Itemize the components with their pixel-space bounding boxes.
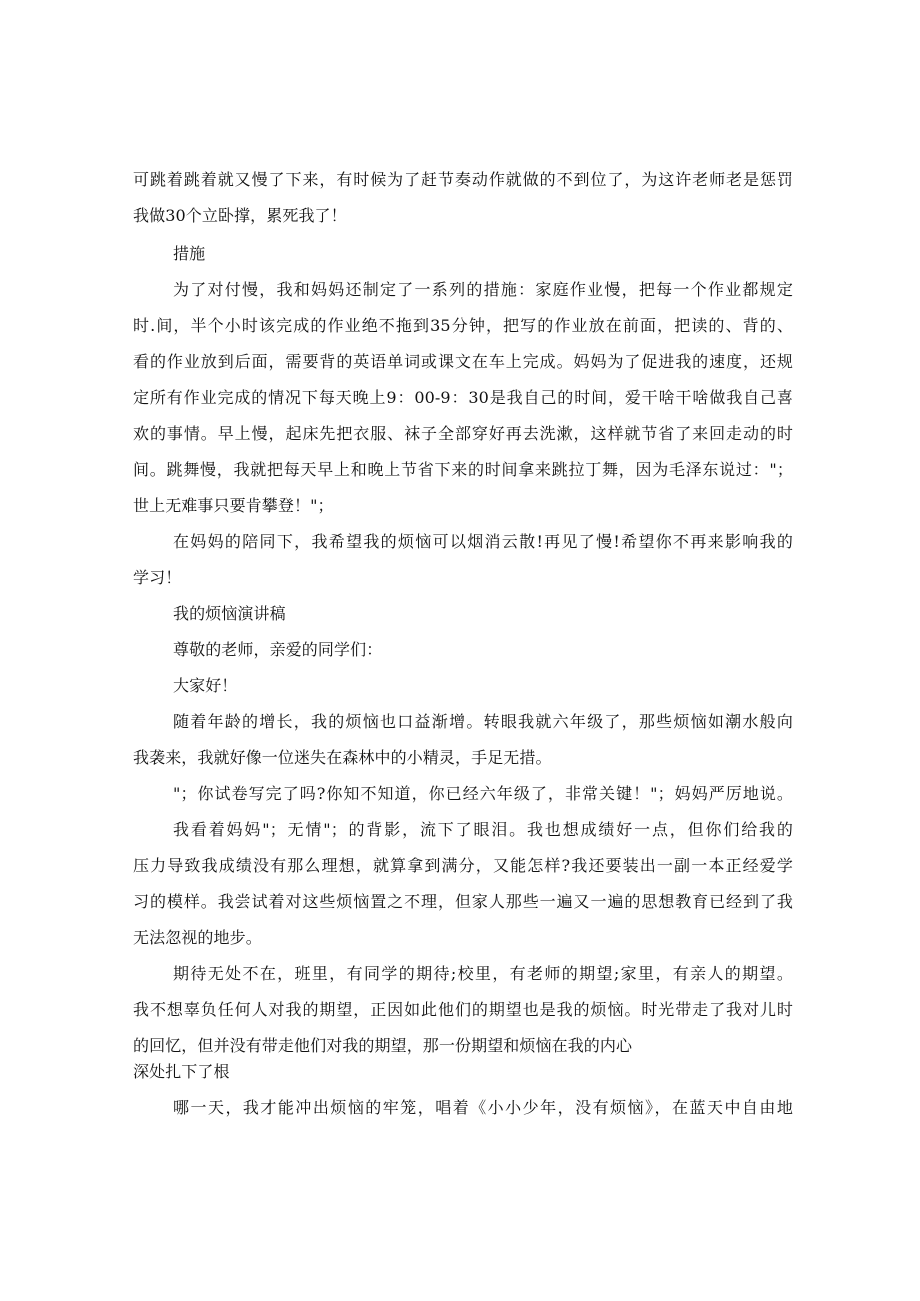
text-line: 学习！ [133, 568, 182, 587]
text-line: 世上无难事只要肯攀登！"； [133, 496, 334, 515]
section-heading: 措施 [173, 244, 206, 263]
text-line: 我做30个立卧撑，累死我了！ [133, 206, 347, 225]
text-line: 随着年龄的增长，我的烦恼也口益渐增。转眼我就六年级了，那些烦恼如潮水般向 [173, 712, 793, 731]
text-line: 压力导致我成绩没有那么理想，就算拿到满分，又能怎样?我还要装出一副一本正经爱学 [133, 856, 793, 875]
speech-title: 我的烦恼演讲稿 [173, 604, 286, 623]
text-line: 我袭来，我就好像一位迷失在森林中的小精灵，手足无措。 [133, 748, 552, 767]
text-line: 欢的事情。早上慢，起床先把衣服、袜子全部穿好再去洗漱，这样就节省了来回走动的时 [133, 424, 793, 443]
text-line: 期待无处不在，班里，有同学的期待;校里，有老师的期望;家里，有亲人的期望。 [173, 964, 793, 983]
text-line: 看的作业放到后面，需要背的英语单词或课文在车上完成。妈妈为了促进我的速度，还规 [133, 352, 793, 371]
text-line: 定所有作业完成的情况下每天晚上9：00-9：30是我自己的时间，爱干啥干啥做我自己喜 [133, 388, 793, 407]
text-line: 为了对付慢，我和妈妈还制定了一系列的措施：家庭作业慢，把每一个作业都规定 [173, 280, 793, 299]
text-line: 我不想辜负任何人对我的期望，正因如此他们的期望也是我的烦恼。时光带走了我对儿时 [133, 1000, 793, 1019]
text-line: "；你试卷写完了吗?你知不知道，你已经六年级了，非常关键！"；妈妈严厉地说。 [173, 784, 793, 803]
text-line: 在妈妈的陪同下，我希望我的烦恼可以烟消云散!再见了慢!希望你不再来影响我的 [173, 532, 793, 551]
text-line: 间。跳舞慢，我就把每天早上和晚上节省下来的时间拿来跳拉丁舞，因为毛泽东说过："； [133, 460, 793, 479]
text-line: 习的模样。我尝试着对这些烦恼置之不理，但家人那些一遍又一遍的思想教育已经到了我 [133, 892, 793, 911]
text-line: 无法忽视的地步。 [133, 928, 262, 947]
text-line: 时.间，半个小时该完成的作业绝不拖到35分钟，把写的作业放在前面，把读的、背的、 [133, 316, 793, 335]
greeting: 大家好！ [173, 676, 238, 695]
text-line: 我看着妈妈"；无情"；的背影，流下了眼泪。我也想成绩好一点，但你们给我的 [173, 820, 793, 839]
text-line: 深处扎下了根 [133, 1062, 230, 1081]
text-line: 可跳着跳着就又慢了下来，有时候为了赶节奏动作就做的不到位了，为这许老师老是惩罚 [133, 170, 793, 189]
text-line: 的回忆，但并没有带走他们对我的期望，那一份期望和烦恼在我的内心 [133, 1036, 633, 1055]
text-line: 哪一天，我才能冲出烦恼的牢笼，唱着《小小少年，没有烦恼》，在蓝天中自由地 [173, 1098, 793, 1117]
salutation: 尊敬的老师，亲爱的同学们： [173, 640, 383, 659]
